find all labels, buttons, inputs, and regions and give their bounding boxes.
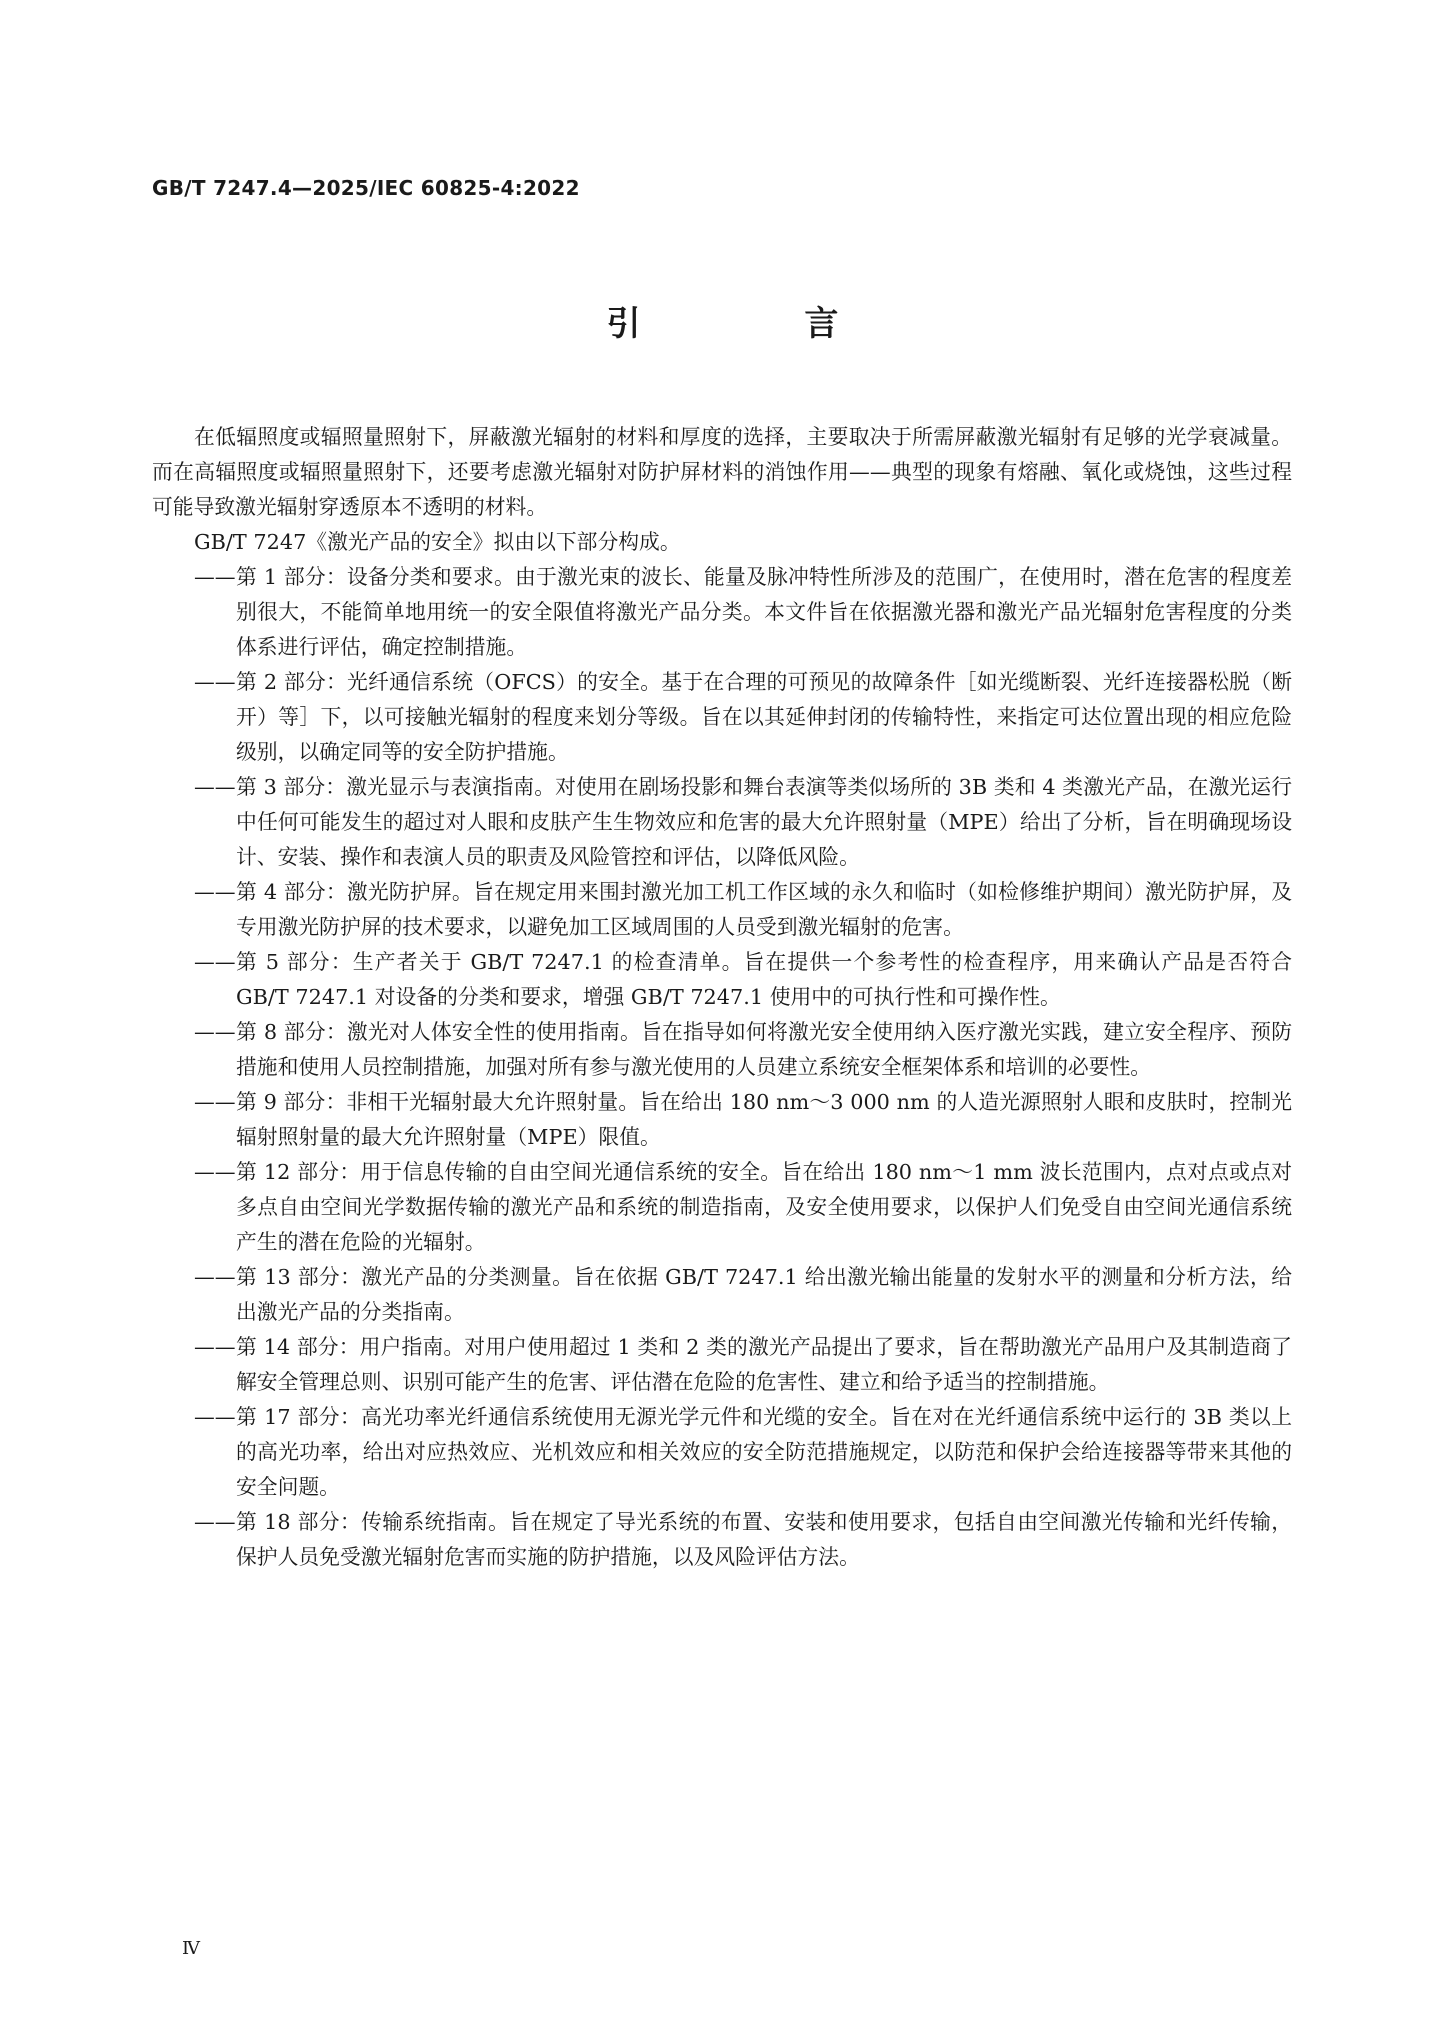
list-item-part-2 <box>152 665 1292 770</box>
list-item-part-12 <box>152 1155 1292 1260</box>
intro-paragraph-1: 在低辐照度或辐照量照射下，屏蔽激光辐射的材料和厚度的选择，主要取决于所需屏蔽激光辐射有足够的光学衰减量。而在高辐照度或辐照量照射下，还要考虑激光辐射对防护屏材料的消蚀作用——典型的现象有熔融、氧化或烧蚀，这些过程可能导致激光辐射穿透原本不透明的材料。 <box>152 425 1292 519</box>
list-dash: —— <box>194 880 236 904</box>
list-item-text: 第 8 部分：激光对人体安全性的使用指南。旨在指导如何将激光安全使用纳入医疗激光实践，建立安全程序、预防措施和使用人员控制措施，加强对所有参与激光使用的人员建立系统安全框架体系和培训的必要性。 <box>236 1020 1292 1079</box>
list-item-text: 第 12 部分：用于信息传输的自由空间光通信系统的安全。旨在给出 180 nm～1 mm 波长范围内，点对点或点对多点自由空间光学数据传输的激光产品和系统的制造指南，及安全使用要求，以保护人们免受自由空间光通信系统产生的潜在危险的光辐射。 <box>236 1160 1292 1254</box>
document-body <box>152 420 1292 1575</box>
list-dash: —— <box>194 1335 236 1359</box>
list-dash: —— <box>194 1090 236 1114</box>
list-item-text: 第 2 部分：光纤通信系统（OFCS）的安全。基于在合理的可预见的故障条件［如光缆断裂、光纤连接器松脱（断开）等］下，以可接触光辐射的程度来划分等级。旨在以其延伸封闭的传输特性，来指定可达位置出现的相应危险级别，以确定同等的安全防护措施。 <box>236 670 1292 764</box>
page-number: Ⅳ <box>182 1938 200 1959</box>
list-dash: —— <box>194 565 236 589</box>
intro-paragraph-2: GB/T 7247《激光产品的安全》拟由以下部分构成。 <box>194 530 681 554</box>
list-item-part-8 <box>152 1015 1292 1085</box>
list-item-part-18 <box>152 1505 1292 1575</box>
list-dash: —— <box>194 950 236 974</box>
list-dash: —— <box>194 1020 236 1044</box>
list-item-part-14 <box>152 1330 1292 1400</box>
list-item-part-3 <box>152 770 1292 875</box>
list-item-part-13 <box>152 1260 1292 1330</box>
list-item-part-4 <box>152 875 1292 945</box>
list-item-part-9 <box>152 1085 1292 1155</box>
list-item-part-1 <box>152 560 1292 665</box>
list-dash: —— <box>194 1510 236 1534</box>
list-dash: —— <box>194 775 236 799</box>
standard-code-header: GB/T 7247.4—2025/IEC 60825-4:2022 <box>152 176 580 200</box>
list-item-part-5 <box>152 945 1292 1015</box>
list-item-text: 第 13 部分：激光产品的分类测量。旨在依据 GB/T 7247.1 给出激光输出能量的发射水平的测量和分析方法，给出激光产品的分类指南。 <box>236 1265 1292 1324</box>
list-dash: —— <box>194 670 236 694</box>
list-item-text: 第 14 部分：用户指南。对用户使用超过 1 类和 2 类的激光产品提出了要求，旨在帮助激光产品用户及其制造商了解安全管理总则、识别可能产生的危害、评估潜在危险的危害性、建立和给予适当的控制措施。 <box>236 1335 1292 1394</box>
list-item-text: 第 9 部分：非相干光辐射最大允许照射量。旨在给出 180 nm～3 000 nm 的人造光源照射人眼和皮肤时，控制光辐射照射量的最大允许照射量（MPE）限值。 <box>236 1090 1292 1149</box>
list-item-text: 第 17 部分：高光功率光纤通信系统使用无源光学元件和光缆的安全。旨在对在光纤通信系统中运行的 3B 类以上的高光功率，给出对应热效应、光机效应和相关效应的安全防范措施规定，以防范和保护会给连接器等带来其他的安全问题。 <box>236 1405 1292 1499</box>
list-item-text: 第 5 部分：生产者关于 GB/T 7247.1 的检查清单。旨在提供一个参考性的检查程序，用来确认产品是否符合 GB/T 7247.1 对设备的分类和要求，增强 GB/T 7247.1 使用中的可执行性和可操作性。 <box>236 950 1292 1009</box>
page-title: 引 言 <box>606 304 915 344</box>
list-dash: —— <box>194 1405 236 1429</box>
list-dash: —— <box>194 1160 236 1184</box>
list-dash: —— <box>194 1265 236 1289</box>
list-item-part-17 <box>152 1400 1292 1505</box>
list-item-text: 第 18 部分：传输系统指南。旨在规定了导光系统的布置、安装和使用要求，包括自由空间激光传输和光纤传输，保护人员免受激光辐射危害而实施的防护措施，以及风险评估方法。 <box>236 1510 1292 1569</box>
list-item-text: 第 1 部分：设备分类和要求。由于激光束的波长、能量及脉冲特性所涉及的范围广，在使用时，潜在危害的程度差别很大，不能简单地用统一的安全限值将激光产品分类。本文件旨在依据激光器和激光产品光辐射危害程度的分类体系进行评估，确定控制措施。 <box>236 565 1292 659</box>
list-item-text: 第 4 部分：激光防护屏。旨在规定用来围封激光加工机工作区域的永久和临时（如检修维护期间）激光防护屏，及专用激光防护屏的技术要求，以避免加工区域周围的人员受到激光辐射的危害。 <box>236 880 1292 939</box>
list-item-text: 第 3 部分：激光显示与表演指南。对使用在剧场投影和舞台表演等类似场所的 3B 类和 4 类激光产品，在激光运行中任何可能发生的超过对人眼和皮肤产生生物效应和危害的最大允许照射量（MPE）给出了分析，旨在明确现场设计、安装、操作和表演人员的职责及风险管控和评估，以降低风险。 <box>236 775 1292 869</box>
